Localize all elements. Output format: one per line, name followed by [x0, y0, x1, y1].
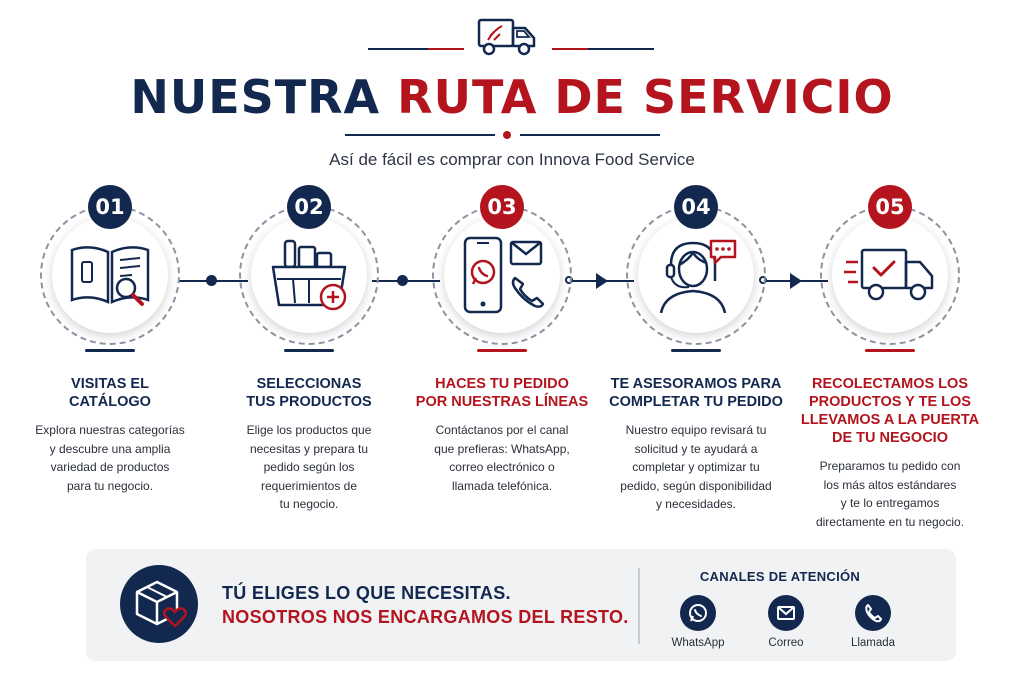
shopping-basket-icon	[267, 235, 351, 315]
step-number: 02	[287, 185, 331, 229]
step-underline	[284, 349, 334, 352]
header-line-right	[588, 48, 654, 50]
step-title: SELECCIONAS TUS PRODUCTOS	[246, 376, 372, 410]
step-title: TE ASESORAMOS PARA COMPLETAR TU PEDIDO	[609, 376, 783, 410]
step-description: Nuestro equipo revisará tu solicitud y te ayudará a completar y optimizar tu pedido, según disponibilidad y necesidades.	[620, 423, 772, 511]
step-icon-circle	[832, 217, 948, 333]
phone-message-icon	[459, 234, 545, 316]
delivery-truck-icon	[844, 242, 936, 308]
delivery-truck-logo-icon	[474, 14, 540, 60]
channel-whatsapp[interactable]	[653, 595, 743, 649]
step-description: Explora nuestras categorías y descubre una amplia variedad de productos para tu negocio.	[35, 423, 185, 493]
step-icon-circle	[52, 217, 168, 333]
title-underline-left	[345, 134, 495, 136]
step-description: Contáctanos por el canal que prefieras: WhatsApp, correo electrónico o llamada telefónica.	[434, 423, 570, 493]
connector-arrow	[596, 273, 608, 289]
step-title: RECOLECTAMOS LOS PRODUCTOS Y TE LOS LLEVAMOS A LA PUERTA DE TU NEGOCIO	[800, 376, 980, 446]
mail-icon	[768, 595, 804, 631]
step-underline	[865, 349, 915, 352]
catalog-book-icon	[68, 240, 152, 310]
title-part-red: RUTA DE SERVICIO	[397, 70, 894, 124]
header-line-left-red	[428, 48, 464, 50]
page-subtitle: Así de fácil es comprar con Innova Food Service	[329, 150, 695, 169]
step-description: Preparamos tu pedido con los más altos estándares y te lo entregamos directamente en tu negocio.	[815, 459, 965, 529]
support-agent-icon	[653, 235, 739, 315]
channel-label: Correo	[768, 637, 804, 649]
step-icon-circle	[444, 217, 560, 333]
step-number: 04	[674, 185, 718, 229]
connector-arrow	[790, 273, 802, 289]
channel-phone[interactable]	[828, 595, 918, 649]
step-icon-circle	[638, 217, 754, 333]
box-heart-icon	[131, 578, 187, 630]
step-underline	[85, 349, 135, 352]
step-icon-circle	[251, 217, 367, 333]
channels-title: CANALES DE ATENCIÓN	[699, 569, 861, 584]
step-title: HACES TU PEDIDO POR NUESTRAS LÍNEAS	[415, 376, 589, 410]
footer-divider	[638, 568, 640, 644]
connector-dot	[397, 275, 408, 286]
step-description: Elige los productos que necesitas y prepara tu pedido según los requerimientos de tu negocio.	[246, 423, 372, 511]
page-title	[0, 70, 1024, 124]
channel-label: WhatsApp	[671, 637, 725, 649]
title-part-navy: NUESTRA	[130, 70, 381, 124]
channel-label: Llamada	[850, 637, 896, 649]
step-underline	[671, 349, 721, 352]
whatsapp-icon	[680, 595, 716, 631]
step-underline	[477, 349, 527, 352]
header-line-left	[368, 48, 428, 50]
step-number: 03	[480, 185, 524, 229]
slogan-line-2: NOSOTROS NOS ENCARGAMOS DEL RESTO.	[222, 607, 629, 627]
step-title: VISITAS EL CATÁLOGO	[69, 376, 151, 410]
step-number: 05	[868, 185, 912, 229]
slogan-line-1: TÚ ELIGES LO QUE NECESITAS.	[222, 583, 511, 603]
step-number: 01	[88, 185, 132, 229]
connector-dot	[206, 275, 217, 286]
phone-icon	[855, 595, 891, 631]
channel-email[interactable]	[741, 595, 831, 649]
header-line-right-red	[552, 48, 588, 50]
title-dot	[503, 131, 511, 139]
box-heart-badge	[120, 565, 198, 643]
title-underline-right	[520, 134, 660, 136]
